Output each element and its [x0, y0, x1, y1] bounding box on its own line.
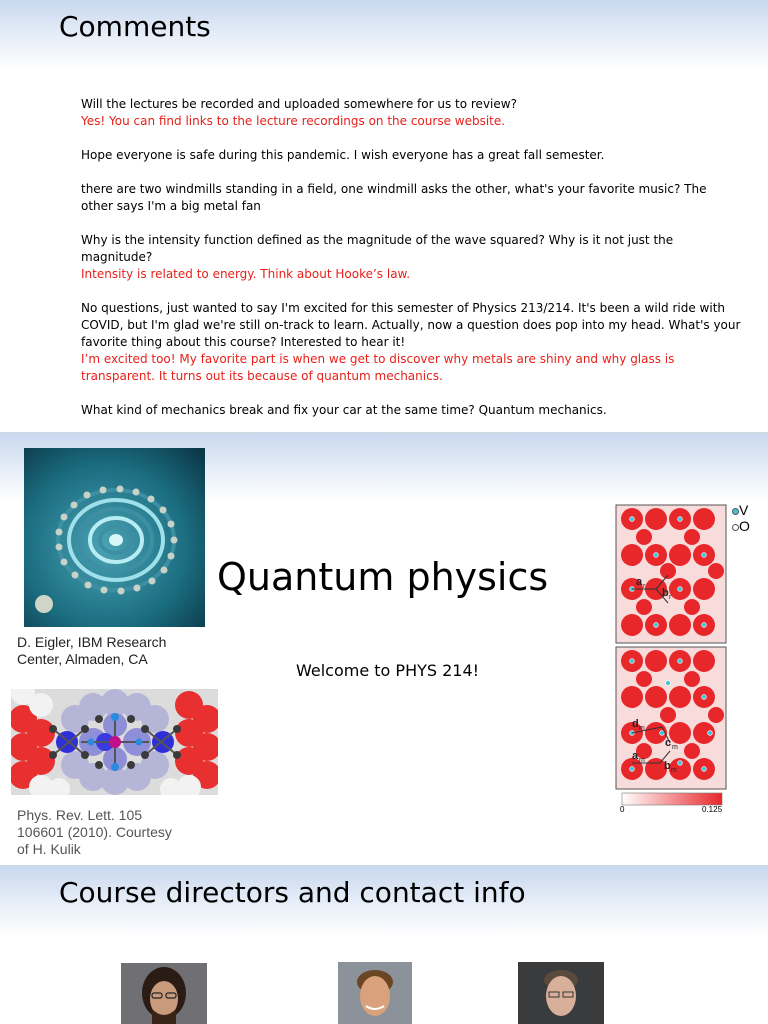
comment-item [81, 300, 741, 385]
comment-item [81, 96, 741, 130]
slide-title-course-directors: Course directors and contact info [59, 876, 526, 909]
welcome-text: Welcome to PHYS 214! [296, 661, 480, 680]
comment-question: What kind of mechanics break and fix your car at the same time? Quantum mechanics. [81, 403, 607, 417]
legend-v-label: V [739, 502, 749, 518]
caption-line: Center, Almaden, CA [17, 651, 148, 667]
comment-answer: Intensity is related to energy. Think about Hooke’s law. [81, 267, 411, 281]
legend-vanadium [732, 502, 748, 518]
label-b: b [664, 760, 671, 772]
image-credit-eigler [17, 634, 207, 668]
caption-line: 106601 (2010). Courtesy [17, 824, 172, 840]
slide-title-quantum-physics: Quantum physics [217, 555, 549, 599]
comment-question: there are two windmills standing in a field, one windmill asks the other, what's your favorite music? The other says I'm a big metal fan [81, 182, 707, 213]
caption-line: D. Eigler, IBM Research [17, 634, 167, 650]
comment-question: Will the lectures be recorded and uploaded somewhere for us to review? [81, 97, 517, 111]
director-photo-2 [338, 962, 412, 1024]
legend-oxygen [732, 518, 750, 534]
quantum-corral-image [24, 448, 205, 627]
quantum-physics-slide [0, 433, 768, 865]
vanadium-dot-icon [732, 508, 739, 515]
oxygen-dot-icon [732, 524, 739, 531]
director-photo-1 [121, 963, 207, 1024]
comment-item [81, 402, 741, 419]
label-sub: m [639, 757, 645, 764]
color-scale-bar [622, 793, 722, 805]
comment-item [81, 147, 741, 164]
comment-question: No questions, just wanted to say I'm excited for this semester of Physics 213/214. It's been a wild ride with COVID, but I'm glad we're still on-track to learn. Actually, now a question does pop into my head. What's your favorite thing about this course? Interested to hear it! [81, 301, 741, 349]
molecule-image [11, 689, 218, 795]
label-sub: m [671, 767, 677, 774]
scale-min-label: 0 [620, 805, 625, 814]
caption-line: of H. Kulik [17, 841, 81, 857]
comment-question: Hope everyone is safe during this pandemic. I wish everyone has a great fall semester. [81, 148, 605, 162]
label-sub: m [672, 744, 678, 751]
comment-question: Why is the intensity function defined as the magnitude of the wave squared? Why is it not just the magnitude? [81, 233, 674, 264]
legend-o-label: O [739, 518, 750, 534]
director-photo-3 [518, 962, 604, 1024]
label-a: a [636, 576, 643, 588]
comments-slide [0, 0, 768, 432]
course-directors-slide [0, 866, 768, 1024]
label-sub: r [643, 583, 646, 590]
comment-item [81, 232, 741, 283]
comments-list [81, 96, 741, 432]
label-a: a [632, 750, 639, 762]
caption-line: Phys. Rev. Lett. 105 [17, 807, 143, 823]
label-c: c [665, 737, 672, 749]
label-d: d [632, 718, 639, 730]
slide-title-comments: Comments [59, 10, 211, 43]
image-credit-kulik [17, 807, 207, 858]
comment-item [81, 181, 741, 215]
comment-answer: Yes! You can find links to the lecture recordings on the course website. [81, 114, 506, 128]
label-b: b [662, 587, 669, 599]
scale-max-label: 0.125 [702, 805, 723, 814]
comment-answer: I’m excited too! My favorite part is when we get to discover why metals are shiny and why glass is transparent. It turns out its because of quantum mechanics. [81, 352, 675, 383]
charge-density-figure [612, 501, 732, 817]
label-sub: r [669, 594, 672, 601]
label-sub: m [639, 725, 645, 732]
